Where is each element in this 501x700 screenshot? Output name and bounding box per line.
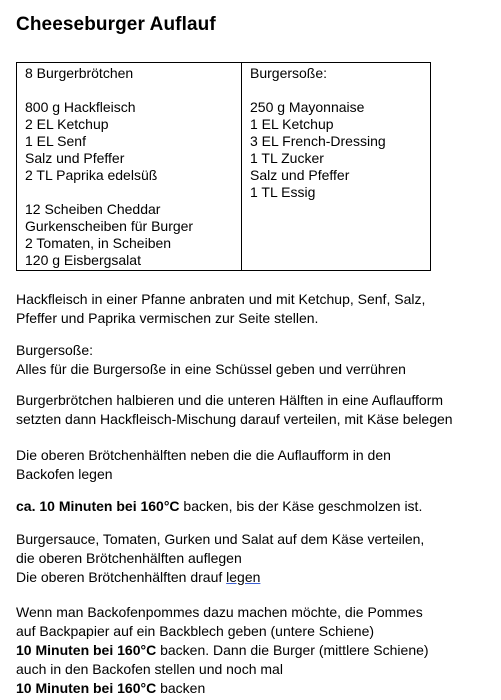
- step-paragraph: [16, 446, 496, 484]
- ingredient-group: [25, 99, 233, 184]
- step-line: auf Backpapier auf ein Backblech geben (untere Schiene): [16, 623, 375, 639]
- step-text: backen, bis der Käse geschmolzen ist.: [179, 498, 423, 514]
- ingredient-line: Salz und Pfeffer: [25, 150, 125, 166]
- step-paragraph: [16, 391, 496, 429]
- ingredient-line: 1 TL Zucker: [250, 150, 324, 166]
- step-line: [16, 679, 496, 698]
- bold-time: 10 Minuten bei 160°C: [16, 680, 157, 696]
- step-text: Die oberen Brötchenhälften drauf: [16, 569, 227, 585]
- ingredient-line: 2 EL Ketchup: [25, 116, 109, 132]
- step-text: backen. Dann die Burger (mittlere Schiene): [156, 642, 429, 658]
- step-line: Alles für die Burgersoße in eine Schüssel geben und verrühren: [16, 361, 406, 377]
- step-text: backen: [156, 680, 206, 696]
- ingredient-line: Salz und Pfeffer: [250, 167, 350, 183]
- bold-time: 10 Minuten bei 160°C: [16, 642, 157, 658]
- step-line: [16, 641, 496, 660]
- ingredient-line: 12 Scheiben Cheddar: [25, 201, 161, 217]
- ingredient-line: 2 TL Paprika edelsüß: [25, 167, 158, 183]
- sauce-heading-group: [250, 65, 422, 82]
- step-paragraph: [16, 530, 496, 587]
- ingredient-line: 2 Tomaten, in Scheiben: [25, 235, 172, 251]
- ingredient-line: Gurkenscheiben für Burger: [25, 218, 194, 234]
- step-line: Die oberen Brötchenhälften neben die die Auflaufform in den: [16, 447, 391, 463]
- step-paragraph: [16, 290, 496, 328]
- step-line: [16, 497, 496, 516]
- ingredient-line: 250 g Mayonnaise: [250, 99, 365, 115]
- ingredient-line: 8 Burgerbrötchen: [25, 65, 134, 81]
- step-line: Hackfleisch in einer Pfanne anbraten und mit Ketchup, Senf, Salz,: [16, 291, 426, 307]
- ingredient-line: 120 g Eisbergsalat: [25, 252, 141, 268]
- sauce-heading: Burgersoße:: [250, 65, 328, 81]
- step-line: setzten dann Hackfleisch-Mischung darauf verteilen, mit Käse belegen: [16, 411, 453, 427]
- step-line: [16, 568, 496, 587]
- ingredient-line: 800 g Hackfleisch: [25, 99, 136, 115]
- step-paragraph: [16, 341, 496, 379]
- step-line: auch in den Backofen stellen und noch mal: [16, 661, 283, 677]
- ingredients-table: [16, 62, 431, 271]
- step-line: Burgersauce, Tomaten, Gurken und Salat auf dem Käse verteilen,: [16, 531, 425, 547]
- ingredient-line: 1 EL Senf: [25, 133, 86, 149]
- step-line: die oberen Brötchenhälften auflegen: [16, 550, 242, 566]
- ingredients-right-column: [242, 63, 431, 271]
- ingredient-group: [25, 201, 233, 269]
- step-line: Wenn man Backofenpommes dazu machen möchte, die Pommes: [16, 604, 423, 620]
- ingredient-line: 3 EL French-Dressing: [250, 133, 386, 149]
- recipe-title: Cheeseburger Auflauf: [16, 14, 216, 35]
- underlined-word: legen: [226, 569, 261, 585]
- ingredient-line: 1 EL Ketchup: [250, 116, 334, 132]
- step-paragraph: [16, 603, 496, 698]
- step-paragraph: [16, 497, 496, 516]
- step-line: Backofen legen: [16, 466, 113, 482]
- ingredient-group: [25, 65, 233, 82]
- bold-time: ca. 10 Minuten bei 160°C: [16, 498, 180, 514]
- step-line: Pfeffer und Paprika vermischen zur Seite stellen.: [16, 310, 319, 326]
- ingredient-group: [250, 99, 422, 201]
- step-line: Burgersoße:: [16, 342, 94, 358]
- ingredients-left-column: [17, 63, 242, 271]
- step-line: Burgerbrötchen halbieren und die unteren Hälften in eine Auflaufform: [16, 392, 444, 408]
- ingredient-line: 1 TL Essig: [250, 184, 316, 200]
